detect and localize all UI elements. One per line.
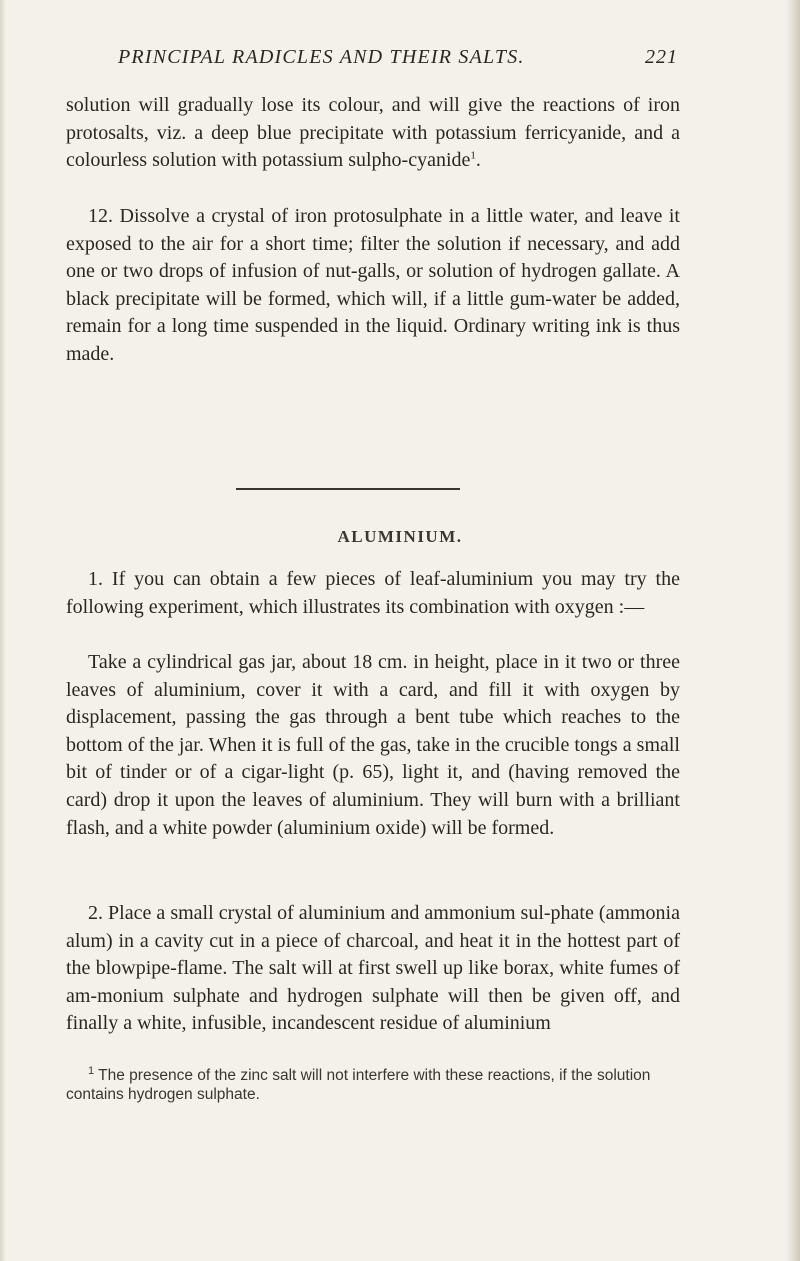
- footnote-text: The presence of the zinc salt will not interfere with these reactions, if the solution contains hydrogen sulphate.: [66, 1067, 651, 1103]
- paragraph-continued-text: solution will gradually lose its colour, and will give the reactions of iron protosalts, viz. a deep blue precipitate with potassium ferricyanide, and a colourless solution with potassium sulpho-cyanide: [66, 94, 680, 172]
- section-divider: [236, 488, 460, 490]
- paragraph-continued: [66, 92, 680, 175]
- page-edge-right: [786, 0, 800, 1261]
- footnote-reference: 1: [470, 149, 476, 162]
- paragraph-2: 2. Place a small crystal of aluminium and ammonium sul-phate (ammonia alum) in a cavity cut in a piece of charcoal, and heat it in the hottest part of the blowpipe-flame. The salt will at first swell up like borax, white fumes of am-monium sulphate and hydrogen sulphate will then be given off, and finally a white, infusible, incandescent residue of aluminium: [66, 902, 680, 1035]
- section-title: ALUMINIUM.: [337, 527, 463, 546]
- page-edge-left: [0, 0, 6, 1261]
- paragraph-1b: Take a cylindrical gas jar, about 18 cm. in height, place in it two or three leaves of aluminium, cover it with a card, and fill it with oxygen by displacement, passing the gas through a bent tube which reaches to the bottom of the jar. When it is full of the gas, take in the crucible tongs a small bit of tinder or of a cigar-light (p. 65), light it, and (having removed the card) drop it upon the leaves of aluminium. They will burn with a brilliant flash, and a white powder (aluminium oxide) will be formed.: [66, 651, 680, 839]
- footnote-marker: 1: [88, 1064, 95, 1077]
- running-head: PRINCIPAL RADICLES AND THEIR SALTS.: [118, 46, 525, 68]
- paragraph-12: 12. Dissolve a crystal of iron protosulphate in a little water, and leave it exposed to the air for a short time; filter the solution if necessary, and add one or two drops of infusion of nut-galls, or solution of hydrogen gallate. A black precipitate will be formed, which will, if a little gum-water be added, remain for a long time suspended in the liquid. Ordinary writing ink is thus made.: [66, 205, 680, 365]
- page-number: 221: [645, 46, 678, 68]
- page-header: [118, 46, 678, 76]
- paragraph-continued-end: .: [475, 149, 481, 172]
- footnote: [66, 1066, 678, 1104]
- paragraph-1: 1. If you can obtain a few pieces of leaf-aluminium you may try the following experiment, which illustrates its combination with oxygen :—: [66, 568, 680, 618]
